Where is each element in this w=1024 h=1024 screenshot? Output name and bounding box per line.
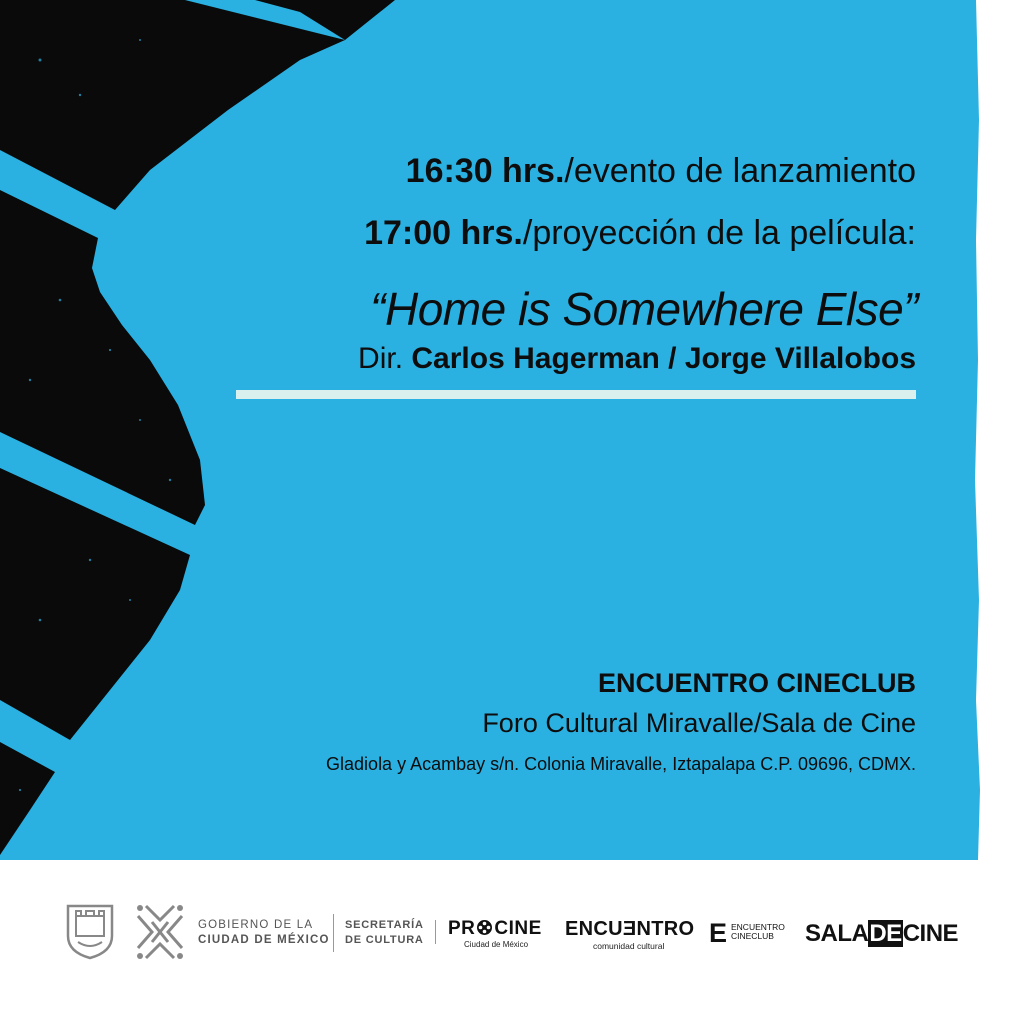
- procine-text-a: PR: [448, 918, 476, 939]
- gobierno-cdmx-logo: [198, 918, 330, 948]
- director-names: Carlos Hagerman / Jorge Villalobos: [411, 342, 916, 375]
- venue-name: Foro Cultural Miravalle/Sala de Cine: [482, 708, 916, 738]
- encuentro-cineclub-line-2: CINECLUB: [731, 931, 774, 941]
- cdmx-emblem-icon: [132, 900, 188, 964]
- procine-text-b: CINE: [494, 918, 542, 939]
- sponsor-logos: [0, 880, 1024, 990]
- secretaria-line-1: SECRETARÍA: [345, 919, 424, 931]
- screening-label: /proyección de la película:: [522, 214, 916, 252]
- sala-de-cine-logo: [805, 920, 958, 948]
- film-title: “Home is Somewhere Else”: [370, 283, 918, 335]
- rough-edge: [975, 0, 1024, 860]
- venue-organizer: ENCUENTRO CINECLUB: [597, 668, 916, 698]
- schedule-line-1: [406, 152, 916, 191]
- encuentro-cineclub-e: E: [709, 918, 728, 948]
- title-underline: [236, 390, 916, 399]
- film-reel-icon: [476, 919, 493, 936]
- screening-time: 17:00 hrs.: [364, 214, 523, 252]
- encuentro-logo: ENCUƎNTRO: [565, 918, 695, 940]
- logo-divider: [435, 920, 436, 944]
- director-line: [358, 342, 916, 376]
- encuentro-subtitle: comunidad cultural: [593, 941, 665, 951]
- schedule-line-2: [364, 214, 916, 253]
- venue-address: Gladiola y Acambay s/n. Colonia Miravalle, Iztapalapa C.P. 09696, CDMX.: [326, 754, 916, 774]
- coat-of-arms-icon: [64, 902, 116, 960]
- cine-text: CINE: [902, 920, 959, 947]
- logo-divider: [333, 914, 334, 952]
- secretaria-cultura-logo: [345, 918, 424, 948]
- director-prefix: Dir.: [358, 342, 404, 375]
- encuentro-cineclub-logo: [731, 923, 785, 941]
- procine-logo: [448, 918, 542, 940]
- gobierno-line-1: GOBIERNO DE LA: [198, 919, 314, 931]
- launch-time: 16:30 hrs.: [405, 152, 565, 190]
- gobierno-line-2: CIUDAD DE MÉXICO: [198, 934, 330, 946]
- de-text: DE: [869, 920, 902, 947]
- launch-label: /evento de lanzamiento: [564, 152, 916, 190]
- procine-subtitle: Ciudad de México: [464, 940, 529, 949]
- sala-text: SALA: [805, 920, 869, 947]
- encuentro-cineclub-line-1: ENCUENTRO: [731, 922, 785, 932]
- secretaria-line-2: DE CULTURA: [345, 934, 424, 946]
